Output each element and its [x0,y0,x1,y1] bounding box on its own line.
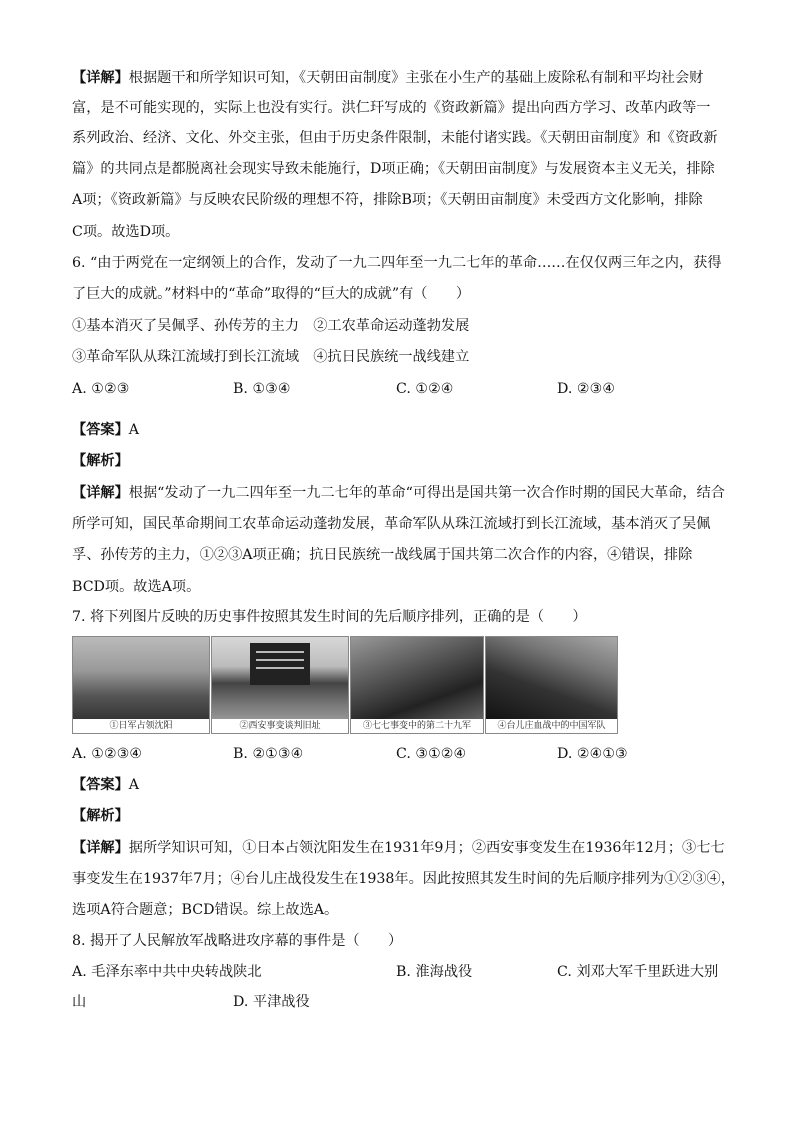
q7-picture-caption: ①日军占领沈阳 [73,719,209,733]
q6-analysis-label: 【解析】 [72,453,129,469]
q6-detail-line: BCD项。故选A项。 [72,579,201,595]
q7-analysis-label: 【解析】 [72,808,129,824]
q7-picture-1 [72,636,210,734]
q7-detail-line: 选项A符合题意；BCD错误。综上故选A。 [72,902,339,918]
question-8-stem: 8. 揭开了人民解放军战略进攻序幕的事件是（ ） [72,933,403,949]
q7-option-a: A. ①②③④ [72,746,143,762]
detail-line: 篇》的共同点是都脱离社会现实导致未能施行，D项正确；《天朝田亩制度》与发展资本主义无关，排除 [72,161,715,177]
q7-option-c: C. ③①②④ [396,746,467,762]
q8-option-c: C. 刘邓大军千里跃进大别 [557,964,719,980]
q8-option-b: B. 淮海战役 [396,964,473,980]
q7-answer: 【答案】A [72,777,140,793]
q6-option-a: A. ①②③ [72,381,130,397]
question-6-stem-cont: 了巨大的成就。”材料中的“革命”取得的“巨大的成就”有（ ） [72,286,471,302]
q7-picture-4 [485,636,618,734]
photo-troops-image [351,637,483,721]
q6-answer: 【答案】A [72,422,140,438]
q7-picture-2 [211,636,349,734]
q6-option-d: D. ②③④ [557,381,616,397]
detail-line: C项。故选D项。 [72,224,180,240]
q6-option-b: B. ①③④ [233,381,291,397]
question-6-item: ①基本消灭了吴佩孚、孙传芳的主力 ②工农革命运动蓬勃发展 [72,318,470,334]
q6-option-c: C. ①②④ [396,381,454,397]
q8-option-d: D. 平津战役 [233,994,310,1010]
q7-picture-strip [72,636,618,734]
question-6-item: ③革命军队从珠江流域打到长江流域 ④抗日民族统一战线建立 [72,349,470,365]
detail-line: 系列政治、经济、文化、外交主张，但由于历史条件限制，未能付诸实践。《天朝田亩制度》和《资政新 [72,130,718,146]
detail-line: 富，是不可能实现的，实际上也没有实行。洪仁玕写成的《资政新篇》提出向西方学习、改革内政等一 [72,100,711,116]
question-6-stem: 6. “由于两党在一定纲领上的合作，发动了一九二四年至一九二七年的革命……在仅仅两三年之内，获得 [72,255,722,271]
q7-option-b: B. ②①③④ [233,746,304,762]
q7-picture-caption: ③七七事变中的第二十九军 [351,719,483,733]
detail-line: A项；《资政新篇》与反映农民阶级的理想不符，排除B项；《天朝田亩制度》未受西方文化影响，排除 [72,192,703,208]
q7-detail-line: 事变发生在1937年7月；④台儿庄战役发生在1938年。因此按照其发生时间的先后顺序排列为①②③④， [72,871,735,887]
q7-picture-caption: ②西安事变谈判旧址 [212,719,348,733]
q7-picture-3 [350,636,484,734]
q8-option-c-cont: 山 [72,994,87,1010]
q6-detail-line: 所学可知，国民革命期间工农革命运动蓬勃发展，革命军队从珠江流域打到长江流域，基本消灭了吴佩 [72,516,711,532]
question-7-stem: 7. 将下列图片反映的历史事件按照其发生时间的先后顺序排列，正确的是（ ） [72,609,587,625]
q7-option-d: D. ②④①③ [557,746,628,762]
photo-monument-image [212,637,348,721]
q6-detail-line: 【详解】根据“发动了一九二四年至一九二七年的革命“可得出是国共第一次合作时期的国民大革命，结合 [72,485,725,501]
q6-detail-line: 孚、孙传芳的主力，①②③A项正确；抗日民族统一战线属于国共第二次合作的内容，④错误，排除 [72,547,693,563]
q7-picture-caption: ④台儿庄血战中的中国军队 [486,719,617,733]
q8-option-a: A. 毛泽东率中共中央转战陕北 [72,964,262,980]
q7-detail-line: 【详解】据所学知识可知，①日本占领沈阳发生在1931年9月；②西安事变发生在1936年12月；③七七 [72,840,725,856]
photo-battle-image [486,637,617,721]
detail-line: 【详解】根据题干和所学知识可知，《天朝田亩制度》主张在小生产的基础上废除私有制和平均社会财 [72,70,704,86]
photo-soldiers-image [73,637,209,721]
